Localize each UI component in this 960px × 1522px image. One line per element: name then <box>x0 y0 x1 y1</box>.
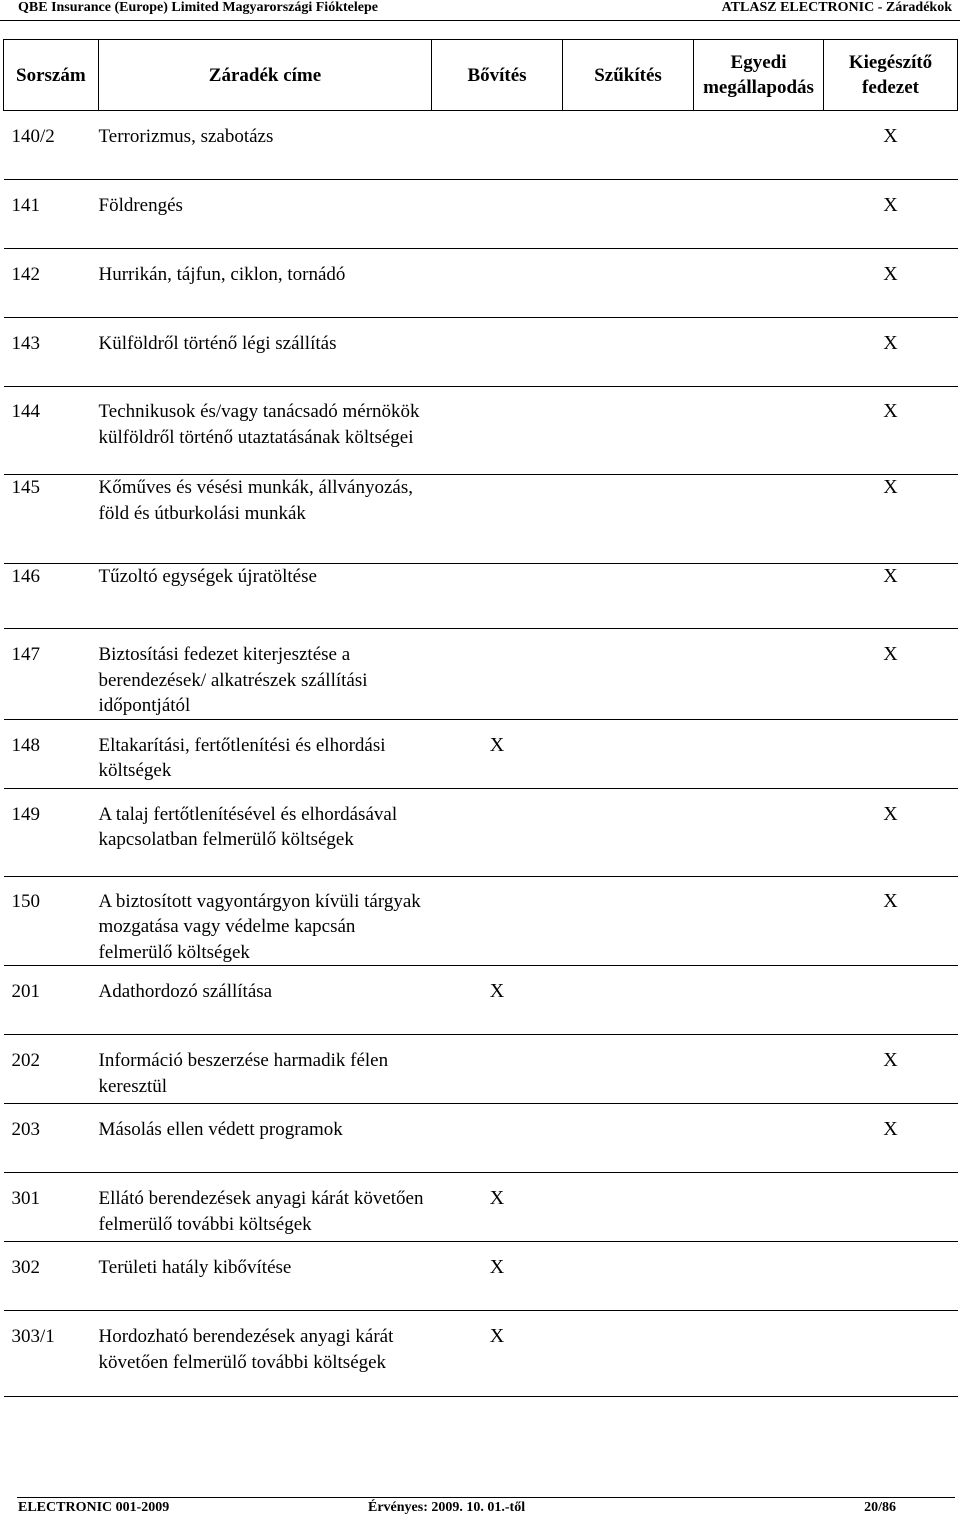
cell-bovites: X <box>432 966 563 1035</box>
cell-number: 143 <box>4 318 99 387</box>
cell-szukites <box>563 1173 694 1242</box>
cell-title: Kőműves és vésési munkák, állványozás, föld és útburkolási munkák <box>99 475 432 564</box>
cell-kiegeszito <box>824 719 958 788</box>
cell-number: 301 <box>4 1173 99 1242</box>
table-row <box>4 876 958 966</box>
cell-bovites <box>432 564 563 629</box>
col-header-szukites: Szűkítés <box>563 40 694 111</box>
cell-szukites <box>563 249 694 318</box>
cell-title: Eltakarítási, fertőtlenítési és elhordási költségek <box>99 719 432 788</box>
table-row <box>4 1104 958 1173</box>
cell-egyedi <box>694 966 824 1035</box>
table-row <box>4 1035 958 1104</box>
cell-title: Hurrikán, tájfun, ciklon, tornádó <box>99 249 432 318</box>
col-header-sorszam: Sorszám <box>4 40 99 111</box>
cell-bovites <box>432 876 563 966</box>
cell-kiegeszito: X <box>824 564 958 629</box>
cell-bovites <box>432 318 563 387</box>
cell-egyedi <box>694 1035 824 1104</box>
cell-bovites <box>432 788 563 876</box>
cell-kiegeszito: X <box>824 788 958 876</box>
cell-kiegeszito: X <box>824 180 958 249</box>
cell-number: 302 <box>4 1242 99 1311</box>
table-row <box>4 111 958 180</box>
cell-number: 202 <box>4 1035 99 1104</box>
cell-egyedi <box>694 788 824 876</box>
cell-szukites <box>563 788 694 876</box>
cell-egyedi <box>694 1173 824 1242</box>
cell-number: 142 <box>4 249 99 318</box>
cell-title: Hordozható berendezések anyagi kárát követően felmerülő további költségek <box>99 1311 432 1397</box>
cell-szukites <box>563 876 694 966</box>
cell-szukites <box>563 180 694 249</box>
cell-bovites <box>432 111 563 180</box>
cell-bovites: X <box>432 1242 563 1311</box>
header-document-title: ATLASZ ELECTRONIC - Záradékok <box>721 0 952 15</box>
cell-number: 148 <box>4 719 99 788</box>
col-header-egyedi-megallapodas: Egyedi megállapodás <box>694 40 824 111</box>
cell-number: 141 <box>4 180 99 249</box>
cell-kiegeszito: X <box>824 475 958 564</box>
cell-title: Adathordozó szállítása <box>99 966 432 1035</box>
cell-szukites <box>563 111 694 180</box>
cell-egyedi <box>694 876 824 966</box>
cell-bovites <box>432 387 563 475</box>
cell-bovites <box>432 629 563 720</box>
cell-egyedi <box>694 475 824 564</box>
cell-title: Technikusok és/vagy tanácsadó mérnökök külföldről történő utaztatásának költségei <box>99 387 432 475</box>
table-row <box>4 387 958 475</box>
cell-number: 147 <box>4 629 99 720</box>
col-header-zaradek-cime: Záradék címe <box>99 40 432 111</box>
cell-title: A biztosított vagyontárgyon kívüli tárgyak mozgatása vagy védelme kapcsán felmerülő költségek <box>99 876 432 966</box>
cell-title: Másolás ellen védett programok <box>99 1104 432 1173</box>
cell-number: 201 <box>4 966 99 1035</box>
header-divider <box>0 20 960 21</box>
cell-egyedi <box>694 111 824 180</box>
footer-validity: Érvényes: 2009. 10. 01.-től <box>368 1500 526 1515</box>
col-header-kiegeszito-fedezet: Kiegészítő fedezet <box>824 40 958 111</box>
cell-number: 303/1 <box>4 1311 99 1397</box>
clause-table <box>3 39 958 1397</box>
table-row <box>4 719 958 788</box>
header-company: QBE Insurance (Europe) Limited Magyarországi Fióktelepe <box>18 0 378 15</box>
cell-egyedi <box>694 387 824 475</box>
cell-bovites: X <box>432 1311 563 1397</box>
cell-number: 144 <box>4 387 99 475</box>
cell-bovites <box>432 180 563 249</box>
cell-title: Biztosítási fedezet kiterjesztése a berendezések/ alkatrészek szállítási időpontjától <box>99 629 432 720</box>
cell-title: Információ beszerzése harmadik félen keresztül <box>99 1035 432 1104</box>
cell-title: A talaj fertőtlenítésével és elhordásával kapcsolatban felmerülő költségek <box>99 788 432 876</box>
cell-szukites <box>563 966 694 1035</box>
table-header-row <box>4 40 958 111</box>
cell-bovites <box>432 1035 563 1104</box>
cell-bovites <box>432 475 563 564</box>
cell-szukites <box>563 318 694 387</box>
cell-kiegeszito: X <box>824 1104 958 1173</box>
cell-bovites <box>432 249 563 318</box>
cell-number: 203 <box>4 1104 99 1173</box>
footer-divider <box>17 1497 955 1498</box>
cell-bovites: X <box>432 1173 563 1242</box>
cell-szukites <box>563 1242 694 1311</box>
cell-kiegeszito: X <box>824 876 958 966</box>
table-row <box>4 564 958 629</box>
table-row <box>4 318 958 387</box>
cell-number: 149 <box>4 788 99 876</box>
footer-page-number: 20/86 <box>864 1500 896 1515</box>
table-row <box>4 475 958 564</box>
cell-title: Külföldről történő légi szállítás <box>99 318 432 387</box>
cell-egyedi <box>694 318 824 387</box>
cell-kiegeszito <box>824 966 958 1035</box>
page-footer <box>18 1500 896 1520</box>
cell-egyedi <box>694 1104 824 1173</box>
cell-title: Területi hatály kibővítése <box>99 1242 432 1311</box>
cell-kiegeszito: X <box>824 249 958 318</box>
cell-title: Ellátó berendezések anyagi kárát követően felmerülő további költségek <box>99 1173 432 1242</box>
table-row <box>4 788 958 876</box>
cell-szukites <box>563 1311 694 1397</box>
table-row <box>4 629 958 720</box>
cell-egyedi <box>694 564 824 629</box>
footer-document-code: ELECTRONIC 001-2009 <box>18 1500 170 1515</box>
table-row <box>4 180 958 249</box>
cell-kiegeszito <box>824 1242 958 1311</box>
cell-szukites <box>563 629 694 720</box>
cell-szukites <box>563 1104 694 1173</box>
page-header <box>18 0 952 20</box>
cell-kiegeszito <box>824 1311 958 1397</box>
cell-kiegeszito: X <box>824 1035 958 1104</box>
cell-number: 146 <box>4 564 99 629</box>
table-row <box>4 966 958 1035</box>
cell-egyedi <box>694 719 824 788</box>
cell-number: 140/2 <box>4 111 99 180</box>
cell-egyedi <box>694 180 824 249</box>
cell-bovites: X <box>432 719 563 788</box>
cell-szukites <box>563 387 694 475</box>
cell-bovites <box>432 1104 563 1173</box>
cell-title: Földrengés <box>99 180 432 249</box>
cell-kiegeszito <box>824 1173 958 1242</box>
cell-title: Tűzoltó egységek újratöltése <box>99 564 432 629</box>
cell-kiegeszito: X <box>824 111 958 180</box>
cell-szukites <box>563 475 694 564</box>
cell-number: 150 <box>4 876 99 966</box>
cell-egyedi <box>694 629 824 720</box>
table-row <box>4 1311 958 1397</box>
table-row <box>4 249 958 318</box>
cell-egyedi <box>694 1311 824 1397</box>
col-header-bovites: Bővítés <box>432 40 563 111</box>
cell-szukites <box>563 1035 694 1104</box>
cell-kiegeszito: X <box>824 387 958 475</box>
cell-szukites <box>563 564 694 629</box>
table-row <box>4 1173 958 1242</box>
table-row <box>4 1242 958 1311</box>
cell-egyedi <box>694 249 824 318</box>
cell-egyedi <box>694 1242 824 1311</box>
cell-number: 145 <box>4 475 99 564</box>
cell-kiegeszito: X <box>824 629 958 720</box>
cell-title: Terrorizmus, szabotázs <box>99 111 432 180</box>
cell-kiegeszito: X <box>824 318 958 387</box>
cell-szukites <box>563 719 694 788</box>
